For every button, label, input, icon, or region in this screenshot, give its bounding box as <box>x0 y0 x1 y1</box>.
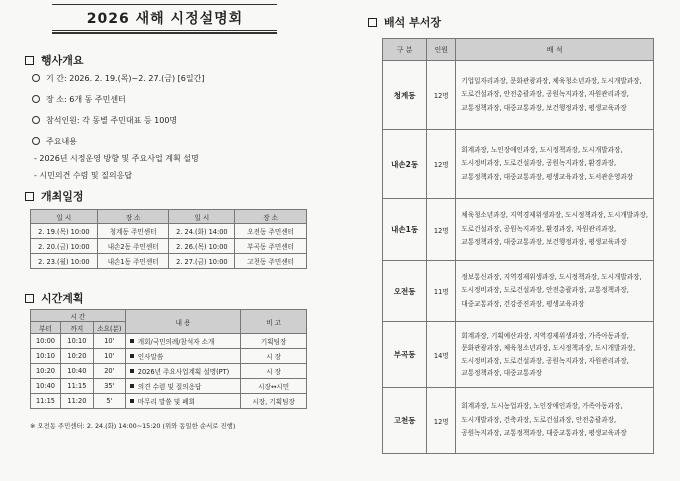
place-value: : 6개 동 주민센터 <box>64 95 126 104</box>
timeplan-header-row <box>31 310 307 322</box>
table-row <box>31 224 307 239</box>
dept-line: 공원녹지과장, 교통정책과장, 대중교통과장, 평생교육과장 <box>461 429 627 438</box>
schedule-header-row <box>31 210 307 224</box>
dept-line: 회계과장, 노인장애인과장, 도시정책과장, 도시개발과장, <box>461 145 623 154</box>
dept-line: 도시정비과장, 도로건설과장, 공원녹지과장, 자원관리과장, <box>461 356 629 365</box>
square-bullet-icon <box>130 339 134 343</box>
cell: 2. 26.(목) 10:00 <box>169 239 235 254</box>
col-content: 내 용 <box>125 310 240 334</box>
attendee-count: 12명 <box>427 388 456 454</box>
checkbox-square-icon <box>25 56 34 65</box>
dept-line: 회계과장, 기획예산과장, 지역경제위생과장, 가족아동과장, <box>461 331 629 340</box>
square-bullet-icon <box>130 369 134 373</box>
cell: 20' <box>93 364 125 379</box>
cell: 내손1동 주민센터 <box>97 254 169 269</box>
table-row <box>31 364 307 379</box>
dept-line: 기업일자리과장, 문화관광과장, 체육청소년과장, 도시개발과장, <box>461 76 642 85</box>
col-count: 인원 <box>427 39 456 61</box>
dept-line: 도시개발과장, 건축과장, 도로건설과장, 안전총괄과장, <box>461 415 617 424</box>
attendee-count: 14명 <box>427 322 456 388</box>
attendee-count: 11명 <box>427 261 456 322</box>
square-bullet-icon <box>130 354 134 358</box>
attendee-count: 12명 <box>427 199 456 261</box>
dong-name: 내손1동 <box>383 199 427 261</box>
cell: 10:10 <box>60 334 93 349</box>
cell: 35' <box>93 379 125 394</box>
table-row <box>31 394 307 409</box>
circle-bullet-icon <box>32 95 40 103</box>
cell: 고천동 주민센터 <box>235 254 307 269</box>
col-division: 구 분 <box>383 39 427 61</box>
dept-line: 교통정책과장, 대중교통과장, 평생교육과장, 도서관운영과장 <box>461 172 634 181</box>
cell: 오전동 주민센터 <box>235 224 307 239</box>
table-row <box>383 322 654 388</box>
section-overview-heading <box>25 52 84 68</box>
cell: 10' <box>93 349 125 364</box>
title-rule-bottom-thick <box>52 32 277 34</box>
attendee-count: 12명 <box>427 130 456 199</box>
dept-line: 회계과장, 도시농업과장, 노인장애인과장, 가족아동과장, <box>461 402 623 411</box>
cell: 시 장 <box>241 364 307 379</box>
attendees-key: 참석인원 <box>46 116 77 125</box>
cell: 2. 20.(금) 10:00 <box>31 239 98 254</box>
table-row <box>31 239 307 254</box>
agenda-item <box>125 379 240 394</box>
col-end: 까지 <box>60 322 93 334</box>
cell: 11:20 <box>60 394 93 409</box>
dept-list <box>456 130 654 199</box>
dong-name: 내손2동 <box>383 130 427 199</box>
table-row <box>31 349 307 364</box>
table-row <box>383 388 654 454</box>
table-row <box>31 334 307 349</box>
dong-name: 청계동 <box>383 61 427 130</box>
dept-line: 교통정책과장, 대중교통과장, 보건행정과장, 평생교육과장 <box>461 103 627 112</box>
title-rule-bottom <box>52 30 277 31</box>
cell: 내손2동 주민센터 <box>97 239 169 254</box>
dept-line: 정보통신과장, 지역경제위생과장, 도시정책과장, 도시개발과장, <box>461 272 642 281</box>
dept-line: 교통정책과장, 대중교통과장, 보건행정과장, 평생교육과장 <box>461 238 627 247</box>
cell: 10:40 <box>31 379 61 394</box>
dept-line: 체육청소년과장, 지역경제위생과장, 도시정책과장, 도시개발과장, <box>461 211 648 220</box>
overview-content <box>32 136 77 147</box>
cell: 시 장 <box>241 349 307 364</box>
dept-line: 대중교통과장, 건강증진과장, 평생교육과장 <box>461 299 585 308</box>
cell: 2. 27.(금) 10:00 <box>169 254 235 269</box>
dept-line: 도로건설과장, 공원녹지과장, 환경과장, 자원관리과장, <box>461 224 617 233</box>
dept-list <box>456 388 654 454</box>
table-row <box>383 61 654 130</box>
overview-attendees <box>32 115 177 126</box>
dept-list <box>456 261 654 322</box>
col-datetime: 일 시 <box>31 210 98 224</box>
section-timeplan-title: 시간계획 <box>41 292 84 305</box>
cell: 시장, 기획팀장 <box>241 394 307 409</box>
checkbox-square-icon <box>368 18 377 27</box>
cell: 10:00 <box>31 334 61 349</box>
dong-name: 고천동 <box>383 388 427 454</box>
circle-bullet-icon <box>32 74 40 82</box>
attendee-count: 12명 <box>427 61 456 130</box>
dept-list <box>456 322 654 388</box>
col-place: 장 소 <box>97 210 169 224</box>
col-datetime: 일 시 <box>169 210 235 224</box>
footnote: ※ 오전동 주민센터: 2. 24.(화) 14:00~15:20 (위와 동일한 순서로 진행) <box>30 422 236 430</box>
circle-bullet-icon <box>32 137 40 145</box>
cell: 11:15 <box>31 394 61 409</box>
section-assignment-heading <box>368 14 441 30</box>
agenda-text: 인사말씀 <box>137 353 164 361</box>
checkbox-square-icon <box>25 294 34 303</box>
square-bullet-icon <box>130 399 134 403</box>
attendees-value: : 각 동별 주민대표 등 100명 <box>76 116 178 125</box>
cell: 11:15 <box>60 379 93 394</box>
section-schedule-title: 개최일정 <box>41 190 84 203</box>
dept-line: 교통정책과장, 대중교통과장 <box>461 369 542 377</box>
col-attendees: 배 석 <box>456 39 654 61</box>
page-title: 2026 새해 시정설명회 <box>86 11 244 27</box>
dept-line: 도시정비과장, 도로건설과장, 안전총괄과장, 교통정책과장, <box>461 286 629 295</box>
agenda-text: 2026년 주요사업계획 설명(PT) <box>137 368 230 376</box>
period-key: 기 간 <box>46 74 64 83</box>
cell: 청계동 주민센터 <box>97 224 169 239</box>
square-bullet-icon <box>130 384 134 388</box>
cell: 2. 23.(월) 10:00 <box>31 254 98 269</box>
content-key: 주요내용 <box>46 137 77 146</box>
cell: 기획팀장 <box>241 334 307 349</box>
dept-list <box>456 199 654 261</box>
circle-bullet-icon <box>32 116 40 124</box>
agenda-text: 마무리 말씀 및 폐회 <box>137 398 196 406</box>
table-row <box>383 199 654 261</box>
agenda-item <box>125 394 240 409</box>
place-key: 장 소 <box>46 95 64 104</box>
cell: 5' <box>93 394 125 409</box>
dept-list <box>456 61 654 130</box>
overview-period <box>32 73 204 84</box>
section-schedule-heading <box>25 188 84 204</box>
content-item: - 2026년 시정운영 방향 및 주요사업 계획 설명 <box>34 154 199 163</box>
agenda-item <box>125 334 240 349</box>
section-timeplan-heading <box>25 290 84 306</box>
cell: 10:20 <box>60 349 93 364</box>
table-row <box>383 130 654 199</box>
assignment-header-row <box>383 39 654 61</box>
section-assignment-title: 배석 부서장 <box>384 16 441 29</box>
dong-name: 부곡동 <box>383 322 427 388</box>
cell: 10:20 <box>31 364 61 379</box>
cell: 2. 24.(화) 14:00 <box>169 224 235 239</box>
dong-name: 오전동 <box>383 261 427 322</box>
cell: 10:10 <box>31 349 61 364</box>
dept-line: 도로건설과장, 안전총괄과장, 공원녹지과장, 자원관리과장, <box>461 90 629 99</box>
col-start: 부터 <box>31 322 61 334</box>
timeplan-table <box>30 309 307 409</box>
agenda-item <box>125 364 240 379</box>
schedule-table <box>30 209 307 269</box>
section-overview-title: 행사개요 <box>41 54 84 67</box>
period-value: : 2026. 2. 19.(목)~2. 27.(금) [6일간] <box>64 74 205 83</box>
content-item: - 시민의견 수렴 및 질의응답 <box>34 171 133 180</box>
table-row <box>31 254 307 269</box>
col-note: 비 고 <box>241 310 307 334</box>
cell: 10:40 <box>60 364 93 379</box>
cell: 부곡동 주민센터 <box>235 239 307 254</box>
agenda-text: 의견 수렴 및 질의응답 <box>137 383 202 391</box>
agenda-text: 개회/국민의례/참석자 소개 <box>137 338 215 346</box>
table-row <box>31 379 307 394</box>
col-duration: 소요(분) <box>93 322 125 334</box>
cell: 2. 19.(목) 10:00 <box>31 224 98 239</box>
overview-place <box>32 94 126 105</box>
title-rule-top <box>52 4 277 5</box>
dept-line: 문화관광과장, 체육청소년과장, 도시정책과장, 도시개발과장, <box>461 344 636 352</box>
cell: 시장↔시민 <box>241 379 307 394</box>
cell: 10' <box>93 334 125 349</box>
col-place: 장 소 <box>235 210 307 224</box>
table-row <box>383 261 654 322</box>
assignment-table <box>382 38 654 454</box>
agenda-item <box>125 349 240 364</box>
checkbox-square-icon <box>25 192 34 201</box>
col-time: 시 간 <box>31 310 126 322</box>
dept-line: 도시정비과장, 도로건설과장, 공원녹지과장, 환경과장, <box>461 159 617 168</box>
